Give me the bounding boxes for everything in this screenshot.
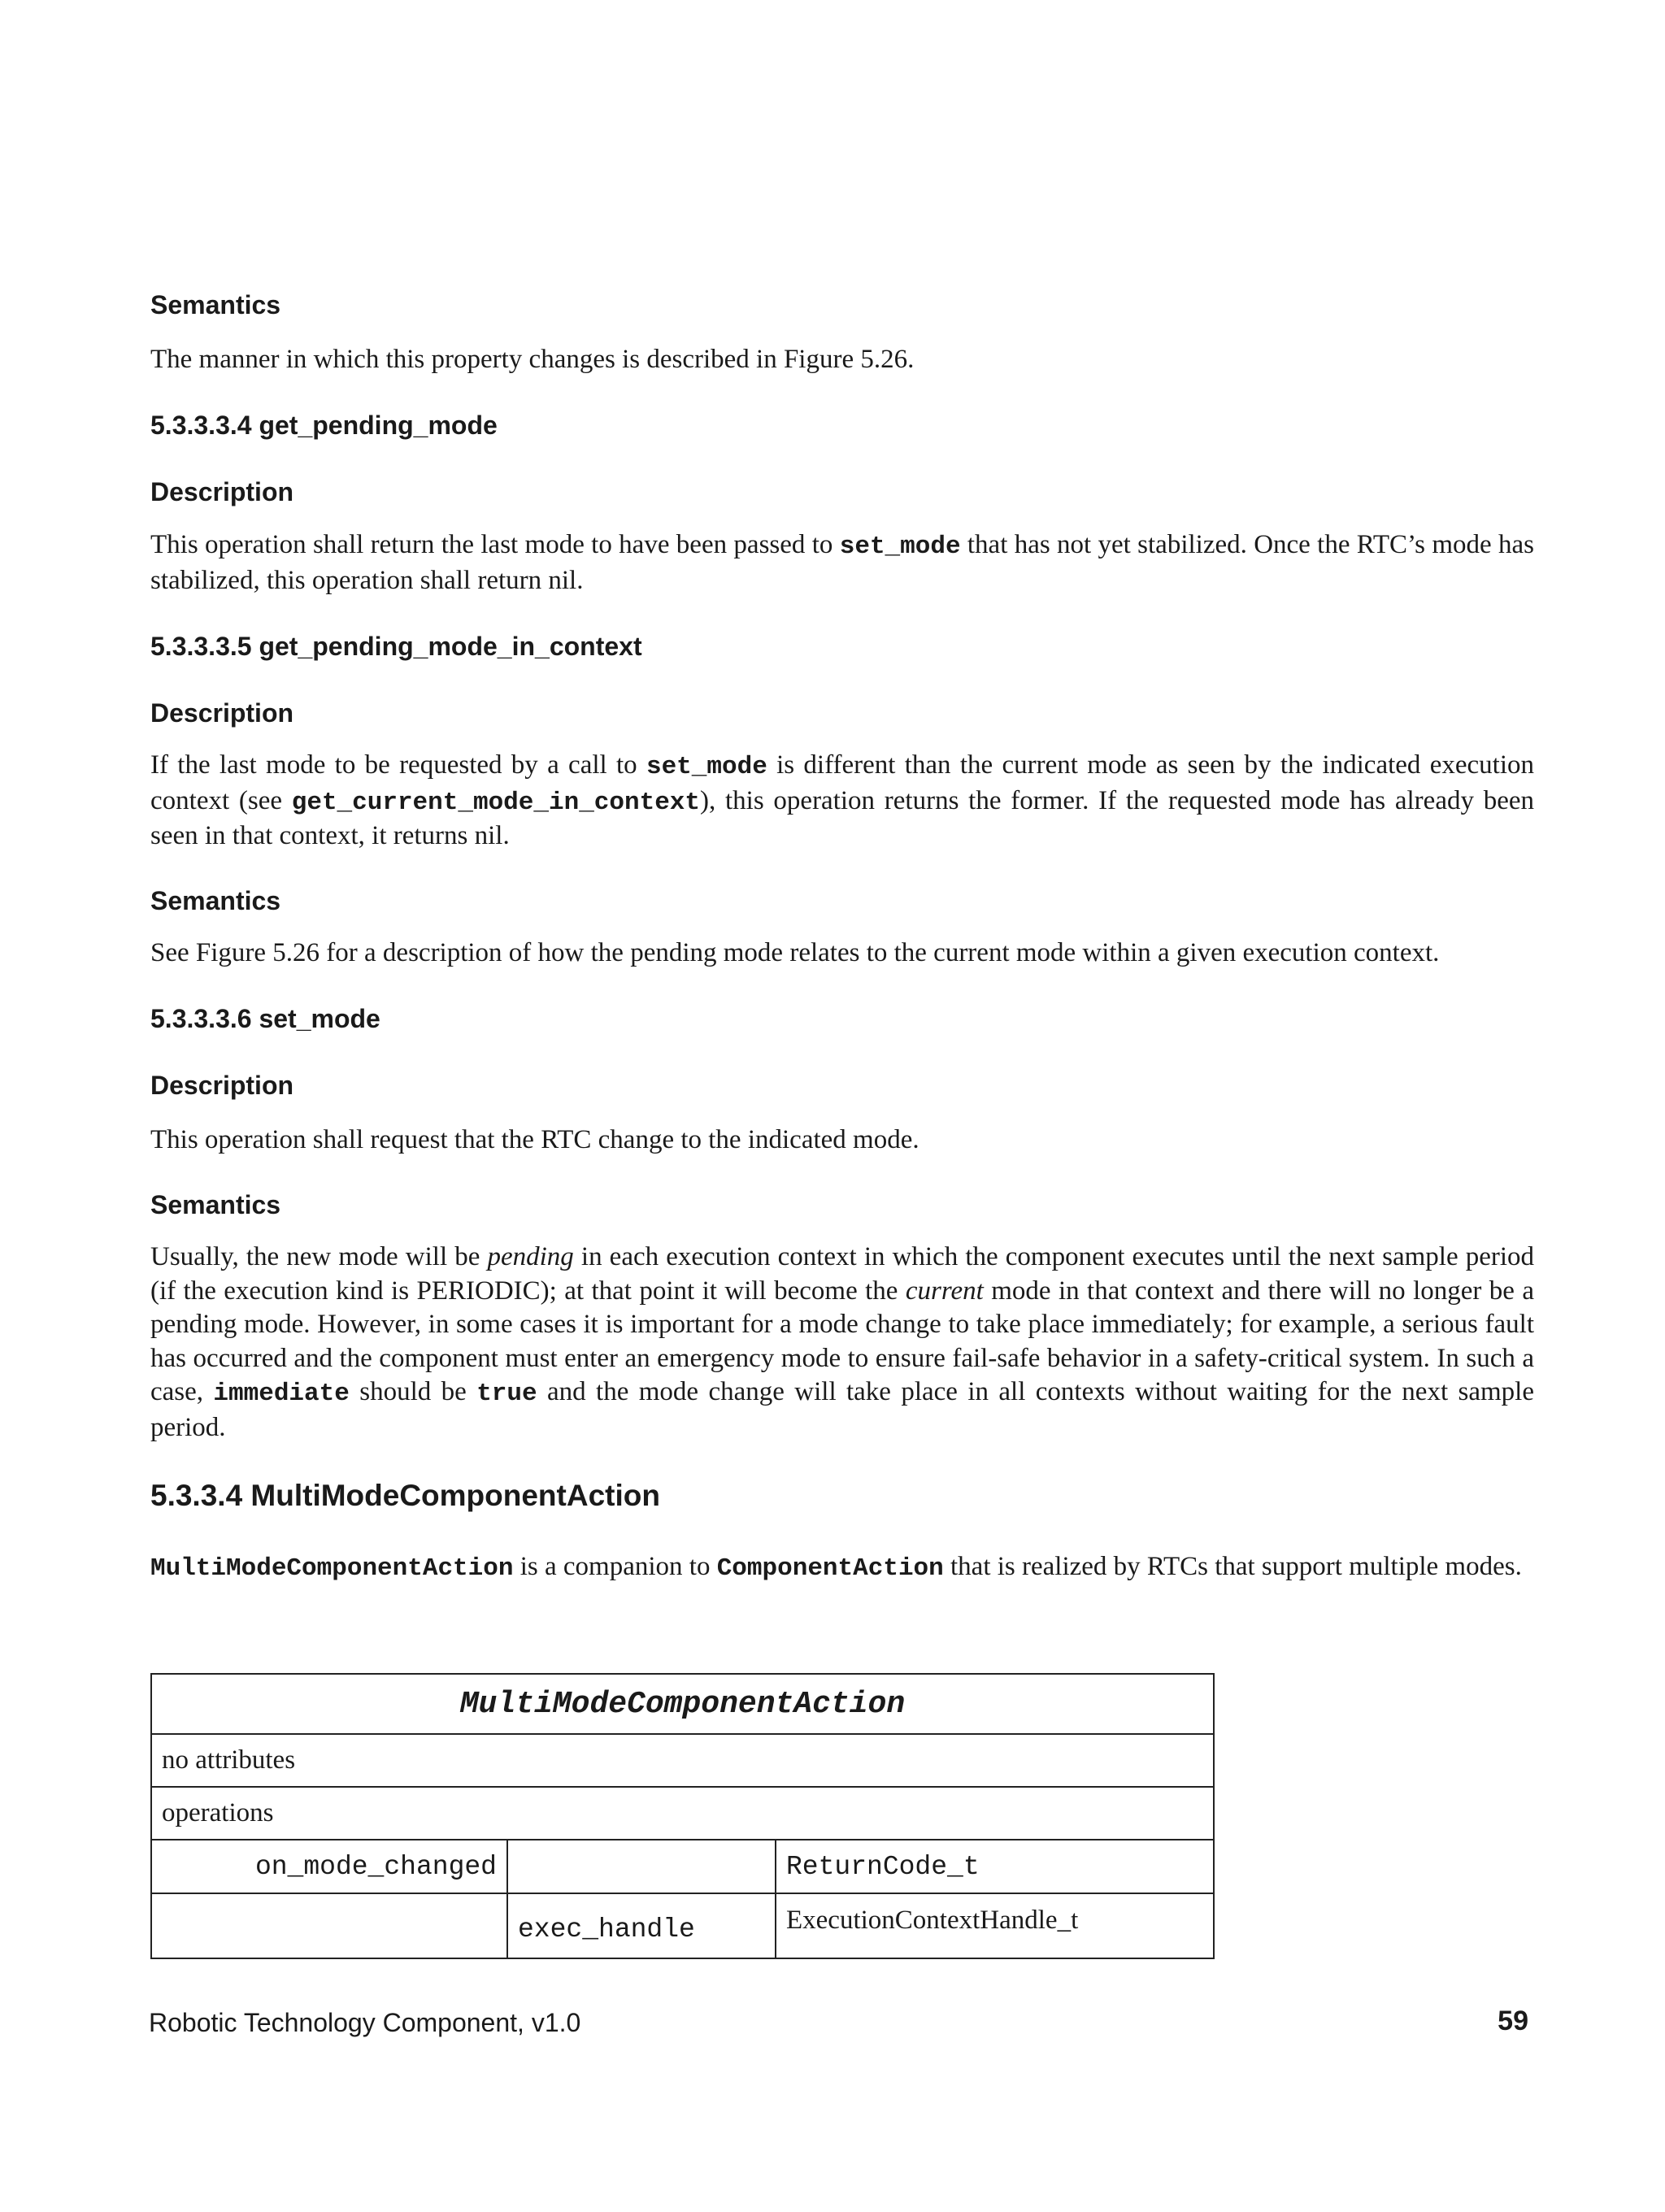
subsection-heading-get-pending-mode: 5.3.3.3.4 get_pending_mode <box>150 411 498 440</box>
table-row <box>151 1787 1214 1840</box>
operations-cell: operations <box>151 1787 1214 1840</box>
return-type-cell: ReturnCode_t <box>776 1840 1214 1893</box>
parameter-cell <box>507 1840 776 1893</box>
semantics-heading: Semantics <box>150 1190 281 1219</box>
paragraph: This operation shall return the last mode to have been passed to set_mode that has not yet stabilized. Once the RTC’s mode has stabilized, this operation shall return nil. <box>150 530 1534 595</box>
footer-document-title: Robotic Technology Component, v1.0 <box>149 2008 581 2037</box>
paragraph: The manner in which this property changes is described in Figure 5.26. <box>150 345 915 374</box>
subsection-heading-get-pending-mode-in-context: 5.3.3.3.5 get_pending_mode_in_context <box>150 632 642 661</box>
paragraph: Usually, the new mode will be pending in each execution context in which the component executes until the next sample period (if the execution kind is PERIODIC); at that point it will become the current mode in that context and there will no longer be a pending mode. However, in some cases it is important for a mode change to take place immediately; for example, a serious fault has occurred and the component must enter an emergency mode to ensure fail-safe behavior in a safety-critical system. In such a case, immediate should be true and the mode change will take place in all contexts without waiting for the next sample period. <box>150 1242 1535 1442</box>
attributes-cell: no attributes <box>151 1734 1214 1787</box>
paragraph: If the last mode to be requested by a call to set_mode is different than the current mode as seen by the indicated execution context (see get_current_mode_in_context), this operation returns the former. If the requested mode has already been seen in that context, it returns nil. <box>150 750 1534 850</box>
description-heading: Description <box>150 1071 294 1100</box>
paragraph: See Figure 5.26 for a description of how the pending mode relates to the current mode within a given execution context. <box>150 938 1440 967</box>
description-heading: Description <box>150 698 294 728</box>
operation-name-cell <box>151 1893 507 1958</box>
table-row <box>151 1893 1214 1958</box>
table-row <box>151 1734 1214 1787</box>
operation-name-cell: on_mode_changed <box>151 1840 507 1893</box>
class-definition-table <box>150 1673 1215 1959</box>
description-heading: Description <box>150 477 294 506</box>
section-heading-multimode-component-action: 5.3.3.4 MultiModeComponentAction <box>150 1479 660 1512</box>
table-row <box>151 1674 1214 1734</box>
subsection-heading-set-mode: 5.3.3.3.6 set_mode <box>150 1004 380 1033</box>
parameter-type-cell: ExecutionContextHandle_t <box>776 1893 1214 1958</box>
semantics-heading: Semantics <box>150 886 281 915</box>
paragraph: MultiModeComponentAction is a companion to ComponentAction that is realized by RTCs that support multiple modes. <box>150 1552 1522 1583</box>
semantics-heading: Semantics <box>150 290 281 319</box>
footer-page-number: 59 <box>1498 2006 1528 2036</box>
paragraph: This operation shall request that the RTC change to the indicated mode. <box>150 1125 919 1154</box>
table-row <box>151 1840 1214 1893</box>
class-name-cell: MultiModeComponentAction <box>151 1674 1214 1734</box>
parameter-cell: exec_handle <box>507 1893 776 1958</box>
